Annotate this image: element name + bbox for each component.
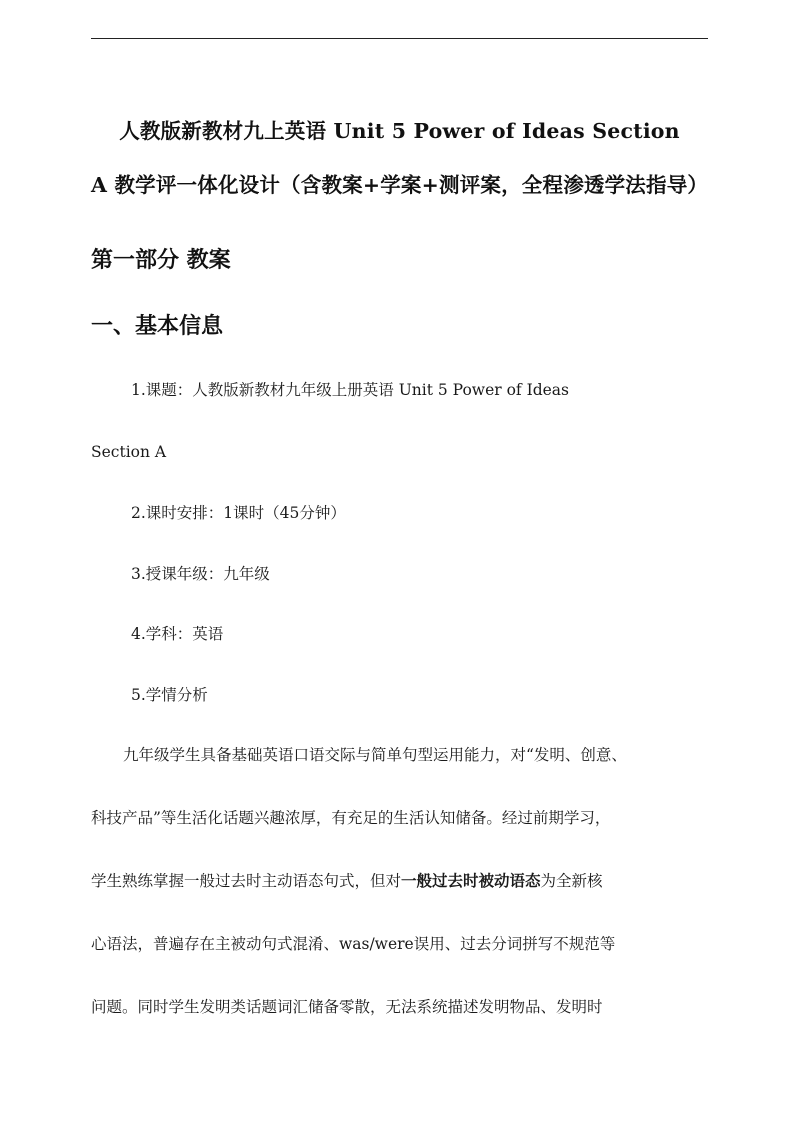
- analysis-line-3-start: 学生熟练掌握一般过去时主动语态句式，但对: [91, 872, 402, 890]
- item-grade: 3.授课年级：九年级: [131, 565, 270, 583]
- analysis-key-grammar: 一般过去时被动语态: [401, 871, 541, 890]
- item-topic-line-1: 1.课题：人教版新教材九年级上册英语 Unit 5 Power of Ideas: [131, 381, 569, 399]
- analysis-line-4: 心语法，普遍存在主被动句式混淆、was/were误用、过去分词拼写不规范等: [91, 935, 616, 953]
- item-topic-line-2: Section A: [91, 443, 167, 461]
- document-title-line-1: 人教版新教材九上英语 Unit 5 Power of Ideas Section: [119, 119, 680, 143]
- analysis-line-2: 科技产品”等生活化话题兴趣浓厚，有充足的生活认知储备。经过前期学习，: [91, 809, 611, 827]
- item-subject: 4.学科：英语: [131, 625, 224, 643]
- analysis-line-1: 九年级学生具备基础英语口语交际与简单句型运用能力，对“发明、创意、: [123, 746, 627, 764]
- header-rule: [91, 38, 708, 39]
- analysis-line-3-end: 为全新核: [540, 872, 603, 890]
- document-title-line-2: A 教学评一体化设计（含教案+学案+测评案，全程渗透学法指导）: [91, 173, 709, 197]
- item-analysis-label: 5.学情分析: [131, 686, 208, 704]
- part-heading: 第一部分 教案: [91, 248, 231, 273]
- analysis-line-5: 问题。同时学生发明类话题词汇储备零散，无法系统描述发明物品、发明时: [91, 998, 603, 1016]
- analysis-line-3: [91, 869, 708, 893]
- section-heading: 一、基本信息: [91, 314, 224, 339]
- item-period: 2.课时安排：1课时（45分钟）: [131, 504, 346, 522]
